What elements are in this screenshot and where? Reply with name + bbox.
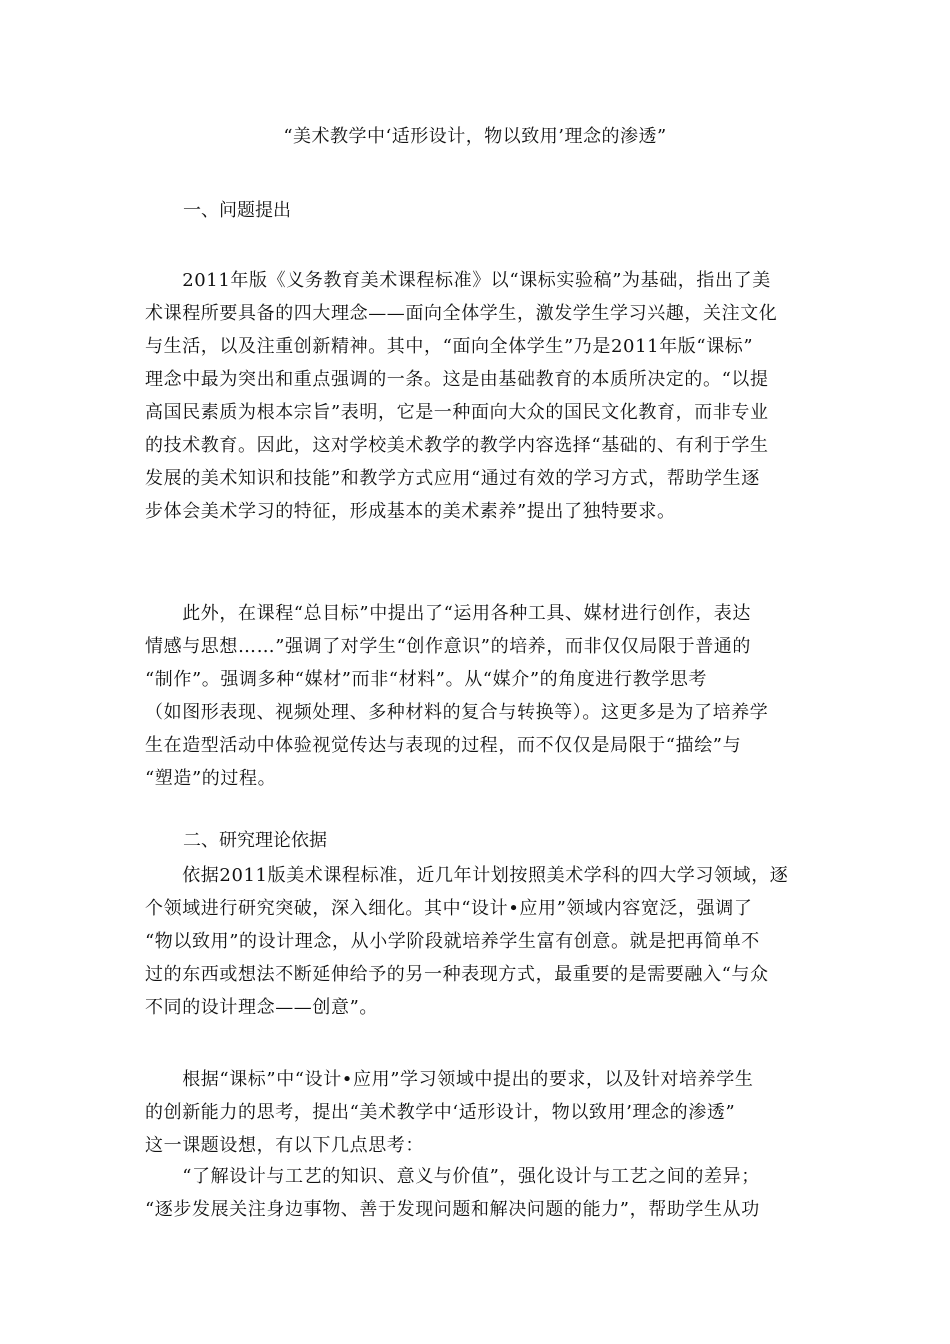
section-heading-theory: 二、研究理论依据 xyxy=(183,830,327,851)
paragraph-curriculum-standard xyxy=(145,264,815,528)
text-line: 步体会美术学习的特征，形成基本的美术素养”提出了独特要求。 xyxy=(145,501,676,522)
text-line: 高国民素质为根本宗旨”表明，它是一种面向大众的国民文化教育，而非专业 xyxy=(145,402,769,423)
text-line: 根据“课标”中“设计•应用”学习领域中提出的要求，以及针对培养学生 xyxy=(145,1069,754,1090)
text-line: 理念中最为突出和重点强调的一条。这是由基础教育的本质所决定的。“以提 xyxy=(145,369,769,390)
text-line: “物以致用”的设计理念，从小学阶段就培养学生富有创意。就是把再简单不 xyxy=(145,931,760,952)
text-line: 不同的设计理念——创意”。 xyxy=(145,997,379,1018)
text-line: 此外，在课程“总目标”中提出了“运用各种工具、媒材进行创作，表达 xyxy=(145,603,752,624)
text-line: “制作”。强调多种“媒材”而非“材料”。从“媒介”的角度进行教学思考 xyxy=(145,669,708,690)
text-line: 这一课题设想，有以下几点思考： xyxy=(145,1135,424,1156)
text-line: 2011年版《义务教育美术课程标准》以“课标实验稿”为基础，指出了美 xyxy=(145,270,771,291)
text-line: “逐步发展关注身边事物、善于发现问题和解决问题的能力”，帮助学生从功 xyxy=(145,1199,760,1220)
paragraph-theory-basis xyxy=(145,859,815,1024)
text-line: 生在造型活动中体验视觉传达与表现的过程，而不仅仅是局限于“描绘”与 xyxy=(145,735,742,756)
text-line: “了解设计与工艺的知识、意义与价值”，强化设计与工艺之间的差异； xyxy=(145,1166,760,1187)
text-line: 与生活，以及注重创新精神。其中，“面向全体学生”乃是2011年版“课标” xyxy=(145,336,754,357)
text-line: 的创新能力的思考，提出“美术教学中‘适形设计，物以致用’理念的渗透” xyxy=(145,1102,736,1123)
text-line: 术课程所要具备的四大理念——面向全体学生，激发学生学习兴趣，关注文化 xyxy=(145,303,778,324)
paragraph-considerations xyxy=(145,1160,815,1226)
document-title: “美术教学中‘适形设计，物以致用’理念的渗透” xyxy=(283,126,667,147)
text-line: 发展的美术知识和技能”和教学方式应用“通过有效的学习方式，帮助学生逐 xyxy=(145,468,760,489)
text-line: 情感与思想……”强调了对学生“创作意识”的培养，而非仅仅局限于普通的 xyxy=(145,636,752,657)
text-line: 个领域进行研究突破，深入细化。其中“设计•应用”领域内容宽泛，强调了 xyxy=(145,898,753,919)
paragraph-research-proposal xyxy=(145,1063,815,1162)
text-line: 依据2011版美术课程标准，近几年计划按照美术学科的四大学习领域，逐 xyxy=(145,865,789,886)
paragraph-general-goals xyxy=(145,597,815,795)
text-line: “塑造”的过程。 xyxy=(145,768,277,789)
section-heading-problem: 一、问题提出 xyxy=(183,200,291,221)
text-line: 的技术教育。因此，这对学校美术教学的教学内容选择“基础的、有利于学生 xyxy=(145,435,769,456)
text-line: （如图形表现、视频处理、多种材料的复合与转换等）。这更多是为了培养学 xyxy=(145,702,769,723)
text-line: 过的东西或想法不断延伸给予的另一种表现方式，最重要的是需要融入“与众 xyxy=(145,964,769,985)
